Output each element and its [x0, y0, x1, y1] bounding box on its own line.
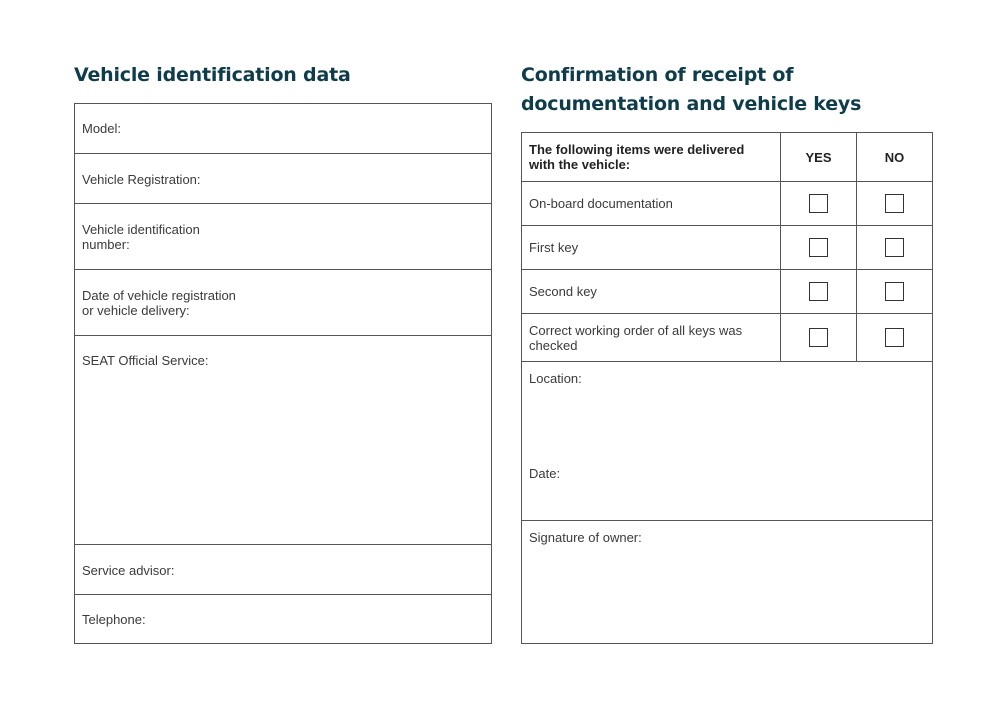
- second-key-label: Second key: [529, 284, 597, 299]
- table-row: [522, 314, 932, 362]
- vehicle-identification-heading: Vehicle identification data: [74, 64, 351, 86]
- telephone-label: Telephone:: [82, 612, 146, 627]
- table-row: [522, 226, 932, 270]
- no-cell: [856, 182, 932, 225]
- no-cell: [856, 314, 932, 361]
- service-advisor-label: Service advisor:: [82, 563, 175, 578]
- model-label: Model:: [82, 121, 122, 136]
- official-service-label: SEAT Official Service:: [82, 353, 209, 368]
- onboard-documentation-label: On-board documentation: [529, 196, 673, 211]
- first-key-yes-checkbox[interactable]: [809, 238, 828, 257]
- second-key-yes-checkbox[interactable]: [809, 282, 828, 301]
- table-header-row: [522, 133, 932, 182]
- no-column-header: NO: [884, 149, 905, 165]
- registration-date-label: Date of vehicle registration or vehicle delivery:: [82, 288, 236, 318]
- vehicle-identification-table: [74, 103, 492, 644]
- table-row: [522, 270, 932, 314]
- location-date-row[interactable]: [522, 362, 932, 521]
- keys-checked-yes-checkbox[interactable]: [809, 328, 828, 347]
- signature-label: Signature of owner:: [529, 530, 642, 545]
- registration-label: Vehicle Registration:: [82, 172, 201, 187]
- onboard-documentation-yes-checkbox[interactable]: [809, 194, 828, 213]
- yes-column-header: YES: [805, 149, 832, 165]
- keys-checked-no-checkbox[interactable]: [885, 328, 904, 347]
- yes-column-header-cell: [780, 133, 856, 181]
- first-key-no-checkbox[interactable]: [885, 238, 904, 257]
- signature-row[interactable]: [522, 521, 932, 643]
- registration-date-row[interactable]: [75, 270, 491, 336]
- vin-row[interactable]: [75, 204, 491, 270]
- delivered-items-header: The following items were delivered with the vehicle:: [529, 142, 745, 172]
- yes-cell: [780, 314, 856, 361]
- no-cell: [856, 270, 932, 313]
- no-column-header-cell: [856, 133, 932, 181]
- second-key-no-checkbox[interactable]: [885, 282, 904, 301]
- date-label: Date:: [529, 466, 561, 481]
- onboard-documentation-no-checkbox[interactable]: [885, 194, 904, 213]
- yes-cell: [780, 182, 856, 225]
- receipt-confirmation-table: [521, 132, 933, 644]
- model-row[interactable]: [75, 104, 491, 154]
- service-advisor-row[interactable]: [75, 545, 491, 595]
- table-row: [522, 182, 932, 226]
- location-label: Location:: [529, 371, 582, 386]
- receipt-confirmation-heading: Confirmation of receipt of documentation and vehicle keys: [521, 64, 862, 115]
- official-service-row[interactable]: [75, 336, 491, 545]
- yes-cell: [780, 270, 856, 313]
- keys-checked-label: Correct working order of all keys was checked: [529, 323, 743, 353]
- no-cell: [856, 226, 932, 269]
- telephone-row[interactable]: [75, 595, 491, 643]
- registration-row[interactable]: [75, 154, 491, 204]
- vin-label: Vehicle identification number:: [82, 222, 200, 252]
- first-key-label: First key: [529, 240, 579, 255]
- yes-cell: [780, 226, 856, 269]
